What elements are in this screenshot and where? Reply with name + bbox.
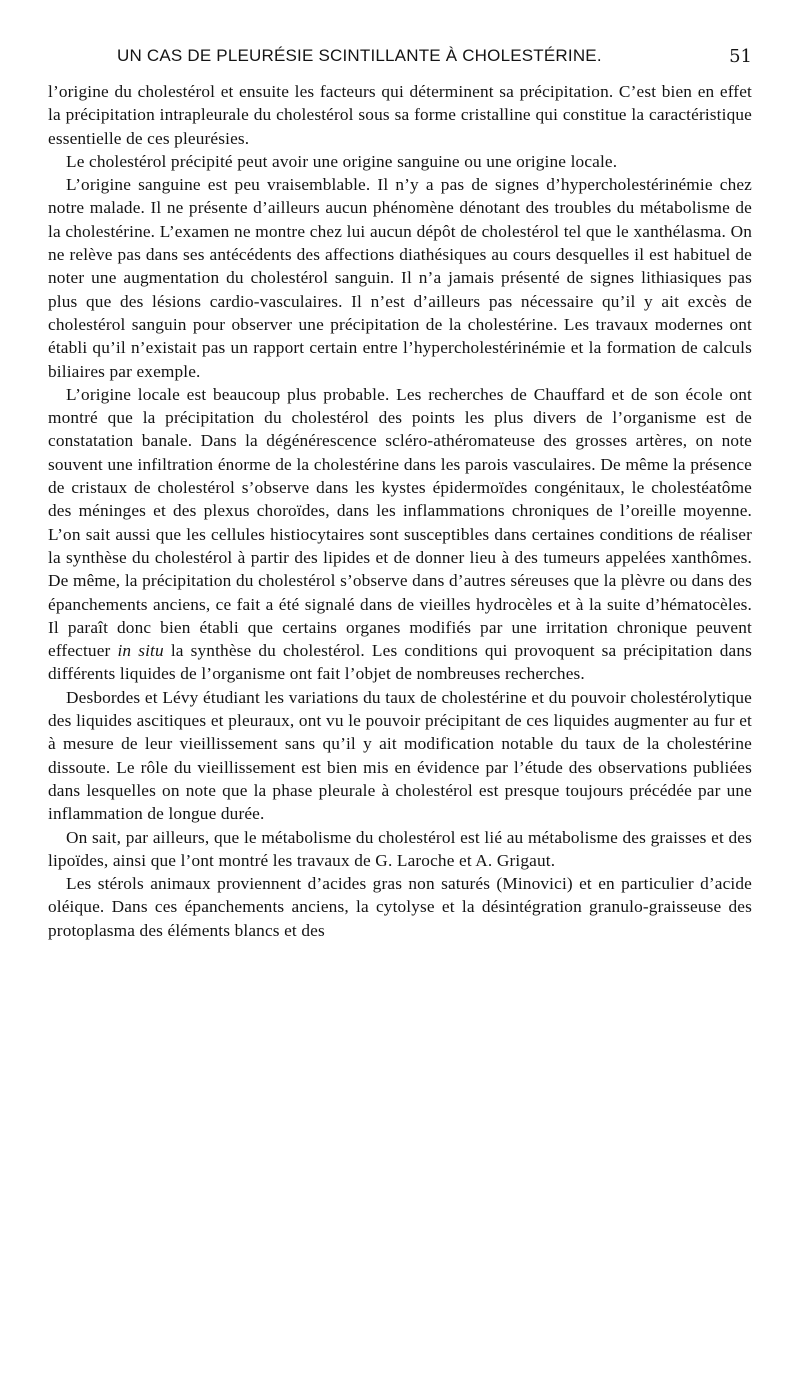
paragraph-1: l’origine du cholestérol et ensuite les facteurs qui déterminent sa précipitation. C’est bien en effet la précipitation intrapleurale du cholestérol sous sa forme cristalline qui constitue la caractéristique essentielle de ces pleurésies.: [48, 82, 752, 148]
paragraph-2: Le cholestérol précipité peut avoir une origine sanguine ou une origine locale.: [66, 151, 618, 171]
running-title: UN CAS DE PLEURÉSIE SCINTILLANTE À CHOLESTÉRINE.: [117, 46, 602, 65]
paragraph-7: Les stérols animaux proviennent d’acides gras non saturés (Minovici) et en particulier d’acide oléique. Dans ces épanchements anciens, la cytolyse et la désintégration granulo-graisseuse des protoplasma des éléments blancs et des: [48, 874, 752, 940]
paragraph-6: On sait, par ailleurs, que le métabolisme du cholestérol est lié au métabolisme des graisses et des lipoïdes, ainsi que l’ont montré les travaux de G. Laroche et A. Grigaut.: [48, 827, 752, 870]
paragraph-3: L’origine sanguine est peu vraisemblable. Il n’y a pas de signes d’hypercholestérinémie chez notre malade. Il ne présente d’ailleurs aucun phénomène dénotant des troubles du métabolisme de la cholestérine. L’examen ne montre chez lui aucun dépôt de cholestérol tel que le xanthélasma. On ne relève pas dans ses antécédents des affections diathésiques au cours desquelles il est habituel de noter une augmentation du cholestérol sanguin. Il n’a jamais présenté de signes lithiasiques pas plus que des lésions cardio-vasculaires. Il n’est d’ailleurs pas nécessaire qu’il y ait excès de cholestérol sanguin pour observer une précipitation de la cholestérine. Les travaux modernes ont établi qu’il n’existait pas un rapport certain entre l’hypercholestérinémie et la formation de calculs biliaires par exemple.: [48, 175, 752, 381]
book-page: [48, 40, 752, 942]
paragraph-5: Desbordes et Lévy étudiant les variations du taux de cholestérine et du pouvoir cholestérolytique des liquides ascitiques et pleuraux, ont vu le pouvoir précipitant de ces liquides augmenter au fur et à mesure de leur vieillissement sans qu’il y ait modification notable du taux de la cholestérine dissoute. Le rôle du vieillissement est bien mis en évidence par l’étude des observations publiées dans lesquelles on note que la phase pleurale à cholestérol est presque toujours précédée par une inflammation de longue durée.: [48, 687, 752, 824]
italic-in-situ: in situ: [117, 641, 164, 661]
body-text: [48, 80, 752, 942]
page-number: 51: [729, 46, 752, 67]
paragraph-4: [48, 383, 752, 686]
paragraph-4-part-1: L’origine locale est beaucoup plus probable. Les recherches de Chauffard et de son école ont montré que la précipitation du cholestérol des points les plus divers de l’organisme est de constatation banale. Dans la dégénérescence scléro-athéromateuse des grosses artères, on note souvent une infiltration énorme de la cholestérine dans les parois vasculaires. De même la présence de cristaux de cholestérol s’observe dans les kystes épidermoïdes congénitaux, le cholestéatôme des méninges et des plexus choroïdes, dans les inflammations chroniques de l’oreille moyenne. L’on sait aussi que les cellules histiocytaires sont susceptibles dans certaines conditions de réaliser la synthèse du cholestérol à partir des lipides et de donner lieu à des tumeurs appelées xanthômes. De même, la précipitation du cholestérol s’observe dans d’autres séreuses que la plèvre ou dans des épanchements anciens, ce fait a été signalé dans de vieilles hydrocèles et à la suite d’hématocèles. Il paraît donc bien établi que certains organes modifiés par une irritation chronique peuvent effectuer: [48, 384, 752, 661]
paragraph-4-part-2: la synthèse du cholestérol. Les conditions qui provoquent sa précipitation dans différents liquides de l’organisme ont fait l’objet de nombreuses recherches.: [48, 641, 752, 684]
page-header: [48, 40, 752, 74]
